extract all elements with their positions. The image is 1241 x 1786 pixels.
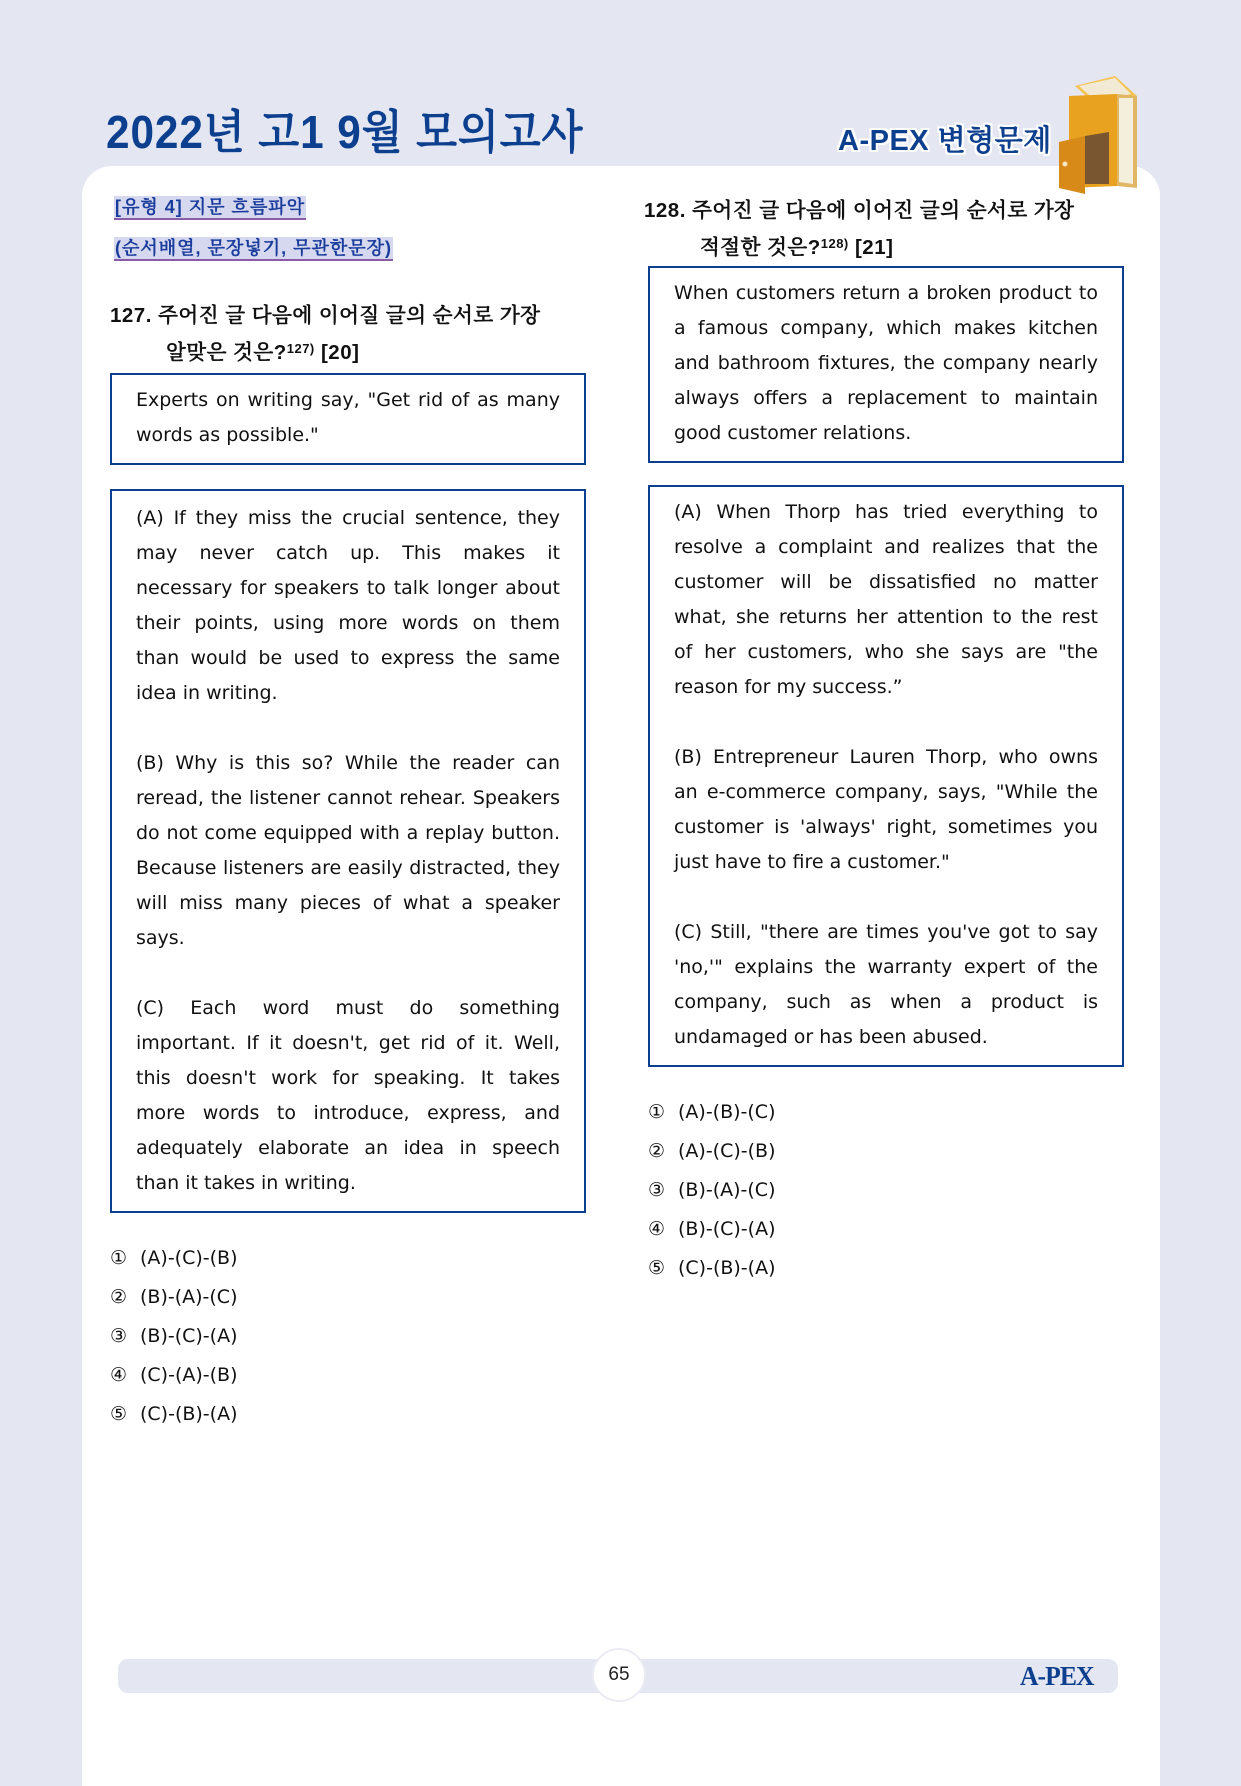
option-text: (A)-(B)-(C) <box>678 1101 776 1123</box>
question-prompt-line1: 주어진 글 다음에 이어진 글의 순서로 가장 <box>692 199 1075 222</box>
option-3[interactable] <box>110 1317 590 1356</box>
section-tag-subtypes: (순서배열, 문장넣기, 무관한문장) <box>114 237 393 261</box>
option-number: ③ <box>110 1325 128 1347</box>
question-127-title <box>110 299 590 369</box>
right-column <box>644 196 1130 1288</box>
option-text: (B)-(C)-(A) <box>140 1325 238 1347</box>
section-tag-type: [유형 4] 지문 흐름파악 <box>114 196 306 220</box>
source-number: [21] <box>854 236 894 259</box>
question-prompt-line1: 주어진 글 다음에 이어질 글의 순서로 가장 <box>158 304 541 327</box>
option-text: (A)-(C)-(B) <box>140 1247 238 1269</box>
paragraph-a: (A) When Thorp has tried everything to resolve a complaint and realizes that the customer will be dissatisfied no matter what, she returns her attention to the rest of her customers, who she says are "the reason for my success.” <box>674 501 1098 698</box>
question-number: 127. <box>110 304 152 327</box>
option-5[interactable] <box>110 1395 590 1434</box>
intro-passage: Experts on writing say, "Get rid of as many words as possible." <box>136 389 560 446</box>
page-number: 65 <box>592 1648 646 1702</box>
option-3[interactable] <box>648 1171 1130 1210</box>
option-1[interactable] <box>648 1093 1130 1132</box>
page-title: 2022년 고1 9월 모의고사 <box>106 106 584 158</box>
option-number: ⑤ <box>110 1403 128 1425</box>
footnote-marker: 128) <box>820 236 849 251</box>
footer-logo: A-PEX <box>1019 1661 1094 1691</box>
option-text: (B)-(C)-(A) <box>678 1218 776 1240</box>
option-number: ⑤ <box>648 1257 666 1279</box>
paragraph-a: (A) If they miss the crucial sentence, they may never catch up. This makes it necessary for speakers to talk longer about their points, using more words on them than would be used to express the same idea in writing. <box>136 507 560 704</box>
option-number: ④ <box>648 1218 666 1240</box>
paragraph-c: (C) Still, "there are times you've got to say 'no,'" explains the warranty expert of the company, such as when a product is undamaged or has been abused. <box>674 921 1098 1048</box>
option-number: ② <box>648 1140 666 1162</box>
option-text: (A)-(C)-(B) <box>678 1140 776 1162</box>
footnote-marker: 127) <box>286 341 315 356</box>
question-127-intro-box <box>110 373 586 465</box>
book-door-icon <box>1055 76 1145 196</box>
source-number: [20] <box>320 341 360 364</box>
question-prompt-line2: 적절한 것은? <box>700 236 821 259</box>
intro-passage: When customers return a broken product to a famous company, which makes kitchen and bathroom fixtures, the company nearly always offers a replacement to maintain good customer relations. <box>674 282 1098 444</box>
option-5[interactable] <box>648 1249 1130 1288</box>
option-text: (B)-(A)-(C) <box>140 1286 238 1308</box>
question-number: 128. <box>644 199 686 222</box>
question-128-paragraphs-box <box>648 485 1124 1067</box>
option-number: ② <box>110 1286 128 1308</box>
question-127-options <box>110 1239 590 1434</box>
left-column <box>110 196 590 1434</box>
question-127-paragraphs-box <box>110 489 586 1213</box>
question-128-intro-box <box>648 266 1124 463</box>
option-text: (C)-(A)-(B) <box>140 1364 238 1386</box>
option-4[interactable] <box>648 1210 1130 1249</box>
option-number: ④ <box>110 1364 128 1386</box>
question-128-title <box>644 194 1130 264</box>
option-number: ③ <box>648 1179 666 1201</box>
option-text: (C)-(B)-(A) <box>678 1257 776 1279</box>
option-4[interactable] <box>110 1356 590 1395</box>
option-2[interactable] <box>110 1278 590 1317</box>
option-number: ① <box>648 1101 666 1123</box>
paragraph-c: (C) Each word must do something important. If it doesn't, get rid of it. Well, this doesn't work for speaking. It takes more words to introduce, express, and adequately elaborate an idea in speech than it takes in writing. <box>136 997 560 1194</box>
paragraph-b: (B) Why is this so? While the reader can reread, the listener cannot rehear. Speakers do not come equipped with a replay button. Because listeners are easily distracted, they will miss many pieces of what a speaker says. <box>136 752 560 949</box>
apex-badge: A-PEX 변형문제 <box>838 125 1052 157</box>
option-text: (C)-(B)-(A) <box>140 1403 238 1425</box>
option-text: (B)-(A)-(C) <box>678 1179 776 1201</box>
option-1[interactable] <box>110 1239 590 1278</box>
paragraph-b: (B) Entrepreneur Lauren Thorp, who owns an e-commerce company, says, "While the customer is 'always' right, sometimes you just have to fire a customer." <box>674 746 1098 873</box>
option-2[interactable] <box>648 1132 1130 1171</box>
question-128-options <box>648 1093 1130 1288</box>
question-prompt-line2: 알맞은 것은? <box>166 341 287 364</box>
option-number: ① <box>110 1247 128 1269</box>
